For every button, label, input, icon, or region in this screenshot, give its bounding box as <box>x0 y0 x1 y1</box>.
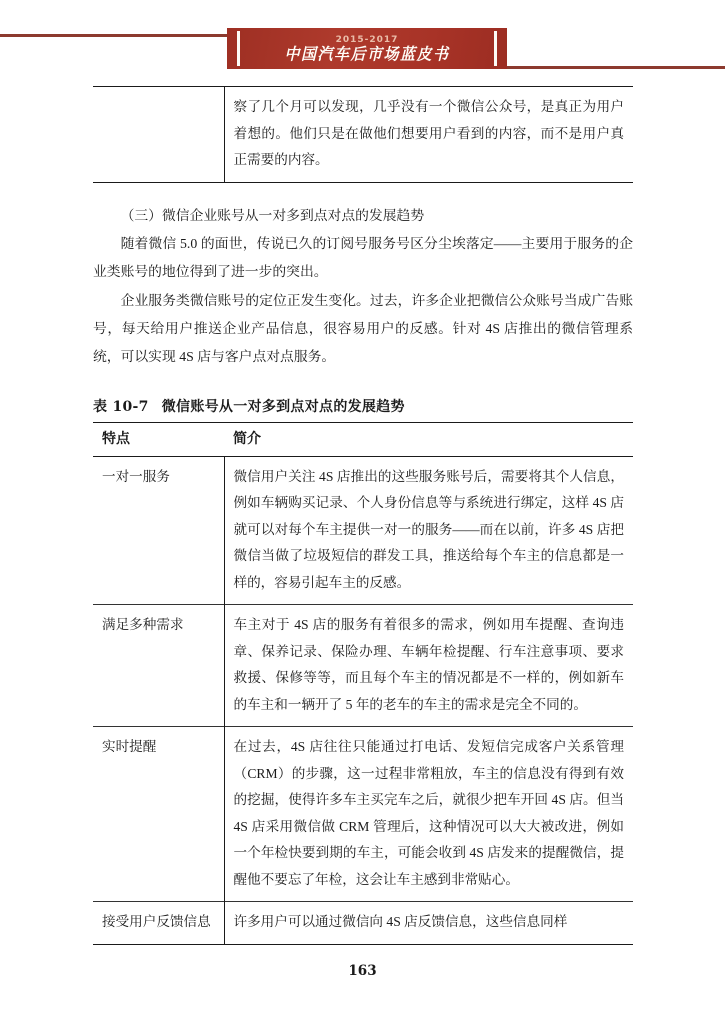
table-row <box>93 727 633 902</box>
row-description: 许多用户可以通过微信向 4S 店反馈信息，这些信息同样 <box>224 902 633 945</box>
content-column <box>93 84 633 945</box>
row-description: 在过去，4S 店往往只能通过打电话、发短信完成客户关系管理（CRM）的步骤，这一过程非常粗放，车主的信息没有得到有效的挖掘，使得许多车主买完车之后，就很少把车开回 4S 店。但当 4S 店采用微信做 CRM 管理后，这种情况可以大大被改进，例如一个年检快要到期的车主，可能会收到 4S 店发来的提醒微信，提醒他不要忘了年检，这会让车主感到非常贴心。 <box>224 727 633 902</box>
header-year-range: 2015-2017 <box>335 34 399 45</box>
banner-divider-right <box>494 31 497 66</box>
body-paragraph-1: 随着微信 5.0 的面世，传说已久的订阅号服务号区分尘埃落定——主要用于服务的企业类账号的地位得到了进一步的突出。 <box>93 236 633 280</box>
row-description: 微信用户关注 4S 店推出的这些服务账号后，需要将其个人信息，例如车辆购买记录、个人身份信息等与系统进行绑定，这样 4S 店就可以对每个车主提供一对一的服务——而在以前，许多 4S 店把微信当做了垃圾短信的群发工具，推送给每个车主的信息都是一样的，容易引起车主的反感。 <box>224 456 633 605</box>
column-header-feature: 特点 <box>93 422 224 456</box>
header-rule-left <box>0 34 232 37</box>
header-title-banner <box>227 28 507 69</box>
row-description: 车主对于 4S 店的服务有着很多的需求，例如用车提醒、查询违章、保养记录、保险办理、车辆年检提醒、行车注意事项、要求救援、保修等等，而且每个车主的情况都是不一样的，例如新车的车主和一辆开了 5 年的老车的车主的需求是完全不同的。 <box>224 605 633 727</box>
row-feature-label: 实时提醒 <box>93 727 224 902</box>
banner-divider-left <box>237 31 240 66</box>
column-header-description: 简介 <box>224 422 633 456</box>
page-number: 163 <box>348 963 377 979</box>
row-feature-label: 满足多种需求 <box>93 605 224 727</box>
page-header-banner <box>0 0 725 82</box>
banner-text-group <box>247 28 487 69</box>
table-row <box>93 605 633 727</box>
continued-table <box>93 86 633 183</box>
table-caption-number: 表 10-7 <box>93 398 149 415</box>
row-feature-label: 一对一服务 <box>102 468 170 484</box>
table-row <box>93 87 633 183</box>
header-book-title: 中国汽车后市场蓝皮书 <box>284 43 450 64</box>
section-heading: （三）微信企业账号从一对多到点对点的发展趋势 <box>120 207 425 223</box>
table-caption-title: 微信账号从一对多到点对点的发展趋势 <box>161 398 405 415</box>
table-caption <box>93 396 633 416</box>
trend-table <box>93 422 633 945</box>
table-row <box>93 456 633 605</box>
table-header-row <box>93 422 633 456</box>
continued-table-feature-cell <box>93 87 224 183</box>
row-feature-label: 接受用户反馈信息 <box>93 902 224 945</box>
table-row <box>93 902 633 945</box>
body-paragraph-2: 企业服务类微信账号的定位正发生变化。过去，许多企业把微信公众账号当成广告账号，每天给用户推送企业产品信息，很容易用户的反感。针对 4S 店推出的微信管理系统，可以实现 4S 店与客户点对点服务。 <box>93 293 633 364</box>
continued-table-description-cell: 察了几个月可以发现，几乎没有一个微信公众号，是真正为用户着想的。他们只是在做他们想要用户看到的内容，而不是用户真正需要的内容。 <box>224 87 633 183</box>
